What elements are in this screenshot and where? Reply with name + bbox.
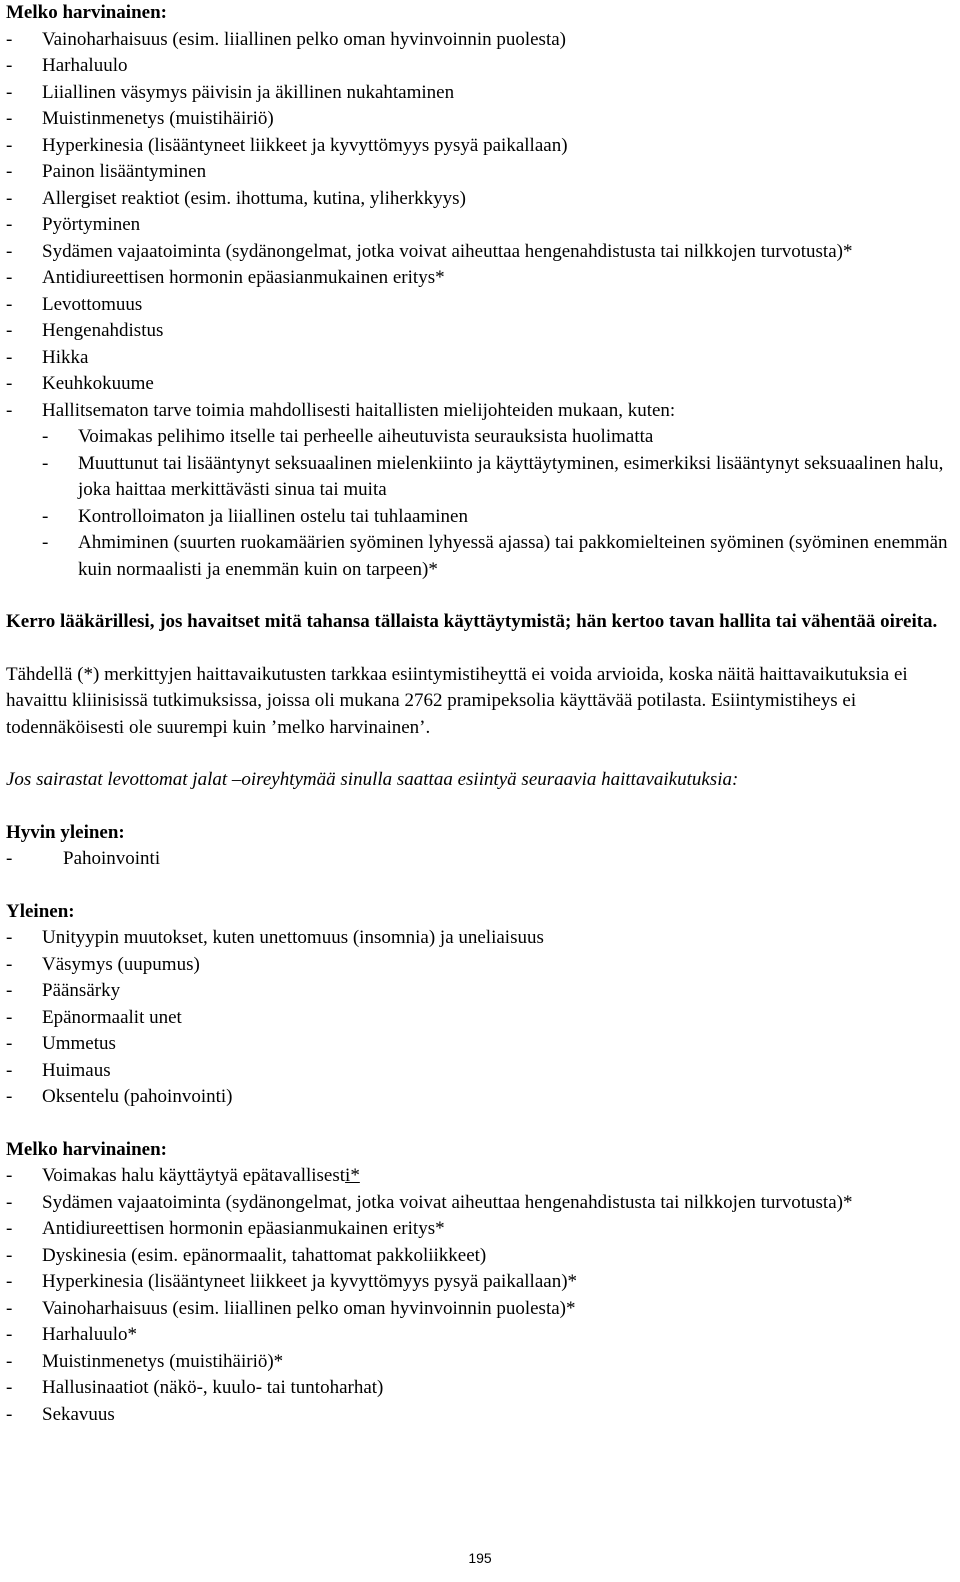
dash: - (6, 108, 13, 129)
dash: - (6, 1059, 13, 1081)
list-item-text: Unityypin muutokset, kuten unettomuus (insomnia) ja uneliaisuus (42, 927, 544, 948)
sub-list-item (42, 451, 956, 504)
list-item (6, 1269, 956, 1296)
list-item (6, 1163, 956, 1190)
list-item (6, 159, 956, 186)
list-item (6, 1058, 956, 1085)
sub-list-item (42, 530, 956, 583)
list-item (6, 292, 956, 319)
list-item-text: Voimakas halu käyttäytyä epätavallisest (42, 1165, 346, 1186)
list-item (6, 106, 956, 133)
list-item-text: Päänsärky (42, 980, 121, 1001)
dash: - (6, 953, 13, 975)
list-item (6, 1349, 956, 1376)
list-item (6, 27, 956, 54)
list-item-text: Hallitsematon tarve toimia mahdollisesti haitallisten mielijohteiden mukaan, kuten: (42, 399, 676, 421)
common-list (6, 925, 956, 1111)
page-number: 195 (468, 1550, 492, 1566)
section-heading-very-common: Hyvin yleinen: (6, 821, 125, 843)
list-item (6, 345, 956, 372)
list-item (6, 1084, 956, 1111)
list-item-text: Sydämen vajaatoiminta (sydänongelmat, jotka voivat aiheuttaa hengenahdistusta tai nilkkojen turvotusta)* (42, 240, 853, 262)
list-item-text: Dyskinesia (esim. epänormaalit, tahattomat pakkoliikkeet) (42, 1244, 487, 1266)
dash: - (6, 399, 13, 421)
list-item-text: Muuttunut tai lisääntynyt seksuaalinen mielenkiinto ja käyttäytyminen, esimerkiksi lisääntynyt seksuaalinen halu, joka haittaa merkittävästi sinua tai muita (78, 452, 944, 500)
dash: - (42, 532, 49, 553)
list-item (6, 371, 956, 398)
list-item-text: Väsymys (uupumus) (42, 953, 200, 975)
sub-list (42, 424, 956, 583)
list-item-text: Voimakas pelihimo itselle tai perheelle aiheutuvista seurauksista huolimatta (78, 426, 654, 447)
list-item (6, 925, 956, 952)
dash: - (6, 267, 13, 288)
list-item (6, 1216, 956, 1243)
dash: - (6, 1165, 13, 1186)
dash: - (6, 187, 13, 209)
frequency-note: Tähdellä (*) merkittyjen haittavaikutusten tarkkaa esiintymistiheyttä ei voida arvioida, koska näitä haittavaikutuksia ei havaittu kliinisissä tutkimuksissa, joissa oli mukana 2762 pramipeksolia käyttävää potilasta. Esiintymistiheys ei todennäköisesti ole suurempi kuin ’melko harvinainen’. (6, 663, 908, 738)
dash: - (6, 373, 13, 394)
list-item (6, 846, 956, 873)
dash: - (6, 1403, 13, 1425)
list-item-text: Antidiureettisen hormonin epäasianmukainen eritys* (42, 1218, 445, 1239)
list-item-text: Huimaus (42, 1059, 111, 1081)
dash: - (6, 81, 13, 103)
list-item-text: Muistinmenetys (muistihäiriö) (42, 108, 274, 129)
dash: - (6, 28, 13, 50)
dash: - (42, 452, 49, 474)
uncommon-list-2 (6, 1163, 956, 1428)
list-item (6, 1402, 956, 1429)
dash: - (6, 1244, 13, 1266)
list-item-text: Muistinmenetys (muistihäiriö)* (42, 1350, 284, 1372)
dash: - (6, 1324, 13, 1345)
dash: - (6, 55, 13, 76)
list-item (6, 265, 956, 292)
list-item-text: Pyörtyminen (42, 214, 141, 235)
dash: - (6, 1297, 13, 1319)
list-item-text: Ahmiminen (suurten ruokamäärien syöminen lyhyessä ajassa) tai pakkomielteinen syöminen (syöminen enemmän kuin normaalisti ja enemmän kuin on tarpeen)* (78, 532, 948, 580)
dash: - (6, 214, 13, 235)
underlined-text: i* (345, 1165, 360, 1186)
list-item-text: Antidiureettisen hormonin epäasianmukainen eritys* (42, 267, 445, 288)
behaviour-warning: Kerro lääkärillesi, jos havaitset mitä tahansa tällaista käyttäytymistä; hän kertoo tavan hallita tai vähentää oireita. (6, 611, 938, 632)
list-item (6, 1322, 956, 1349)
list-item (6, 212, 956, 239)
list-item-text: Hyperkinesia (lisääntyneet liikkeet ja kyvyttömyys pysyä paikallaan)* (42, 1271, 578, 1292)
dash: - (6, 1271, 13, 1292)
list-item-text: Ummetus (42, 1033, 116, 1054)
dash: - (6, 134, 13, 156)
list-item (6, 1375, 956, 1402)
list-item-text: Harhaluulo* (42, 1324, 137, 1345)
dash: - (42, 426, 49, 447)
list-item (6, 952, 956, 979)
list-item-text: Levottomuus (42, 293, 143, 315)
list-item-text: Hallusinaatiot (näkö-, kuulo- tai tuntoharhat) (42, 1377, 384, 1398)
list-item (6, 318, 956, 345)
list-item-text: Allergiset reaktiot (esim. ihottuma, kutina, yliherkkyys) (42, 187, 466, 209)
dash: - (6, 320, 13, 341)
list-item (6, 1243, 956, 1270)
dash: - (6, 1350, 13, 1372)
section-heading-common: Yleinen: (6, 900, 75, 922)
dash: - (6, 293, 13, 315)
list-item-text: Keuhkokuume (42, 373, 154, 394)
list-item (6, 1190, 956, 1217)
dash: - (6, 346, 13, 368)
dash: - (6, 1086, 13, 1107)
dash: - (6, 161, 13, 182)
rls-intro: Jos sairastat levottomat jalat –oireyhtymää sinulla saattaa esiintyä seuraavia haittavaikutuksia: (6, 769, 739, 790)
list-item-text: Vainoharhaisuus (esim. liiallinen pelko oman hyvinvoinnin puolesta) (42, 28, 566, 50)
list-item-text: Epänormaalit unet (42, 1006, 182, 1028)
list-item-text: Pahoinvointi (63, 848, 161, 869)
document-page (6, 0, 956, 1428)
section-heading-uncommon-1: Melko harvinainen: (6, 2, 167, 23)
dash: - (6, 980, 13, 1001)
dash: - (6, 1377, 13, 1398)
list-item-text: Painon lisääntyminen (42, 161, 207, 182)
dash: - (6, 240, 13, 262)
list-item (6, 133, 956, 160)
list-item (6, 239, 956, 266)
list-item (6, 186, 956, 213)
list-item (6, 398, 956, 425)
list-item (6, 1031, 956, 1058)
list-item-text: Hengenahdistus (42, 320, 164, 341)
dash: - (6, 1033, 13, 1054)
list-item-text: Kontrolloimaton ja liiallinen ostelu tai tuhlaaminen (78, 505, 468, 527)
dash: - (6, 1218, 13, 1239)
sub-list-item (42, 504, 956, 531)
list-item (6, 80, 956, 107)
section-heading-uncommon-2: Melko harvinainen: (6, 1138, 167, 1160)
list-item-text: Sydämen vajaatoiminta (sydänongelmat, jotka voivat aiheuttaa hengenahdistusta tai nilkkojen turvotusta)* (42, 1191, 853, 1213)
list-item (6, 1005, 956, 1032)
dash: - (6, 1006, 13, 1028)
list-item (6, 1296, 956, 1323)
list-item-text: Oksentelu (pahoinvointi) (42, 1086, 233, 1107)
dash: - (6, 848, 13, 869)
dash: - (6, 927, 13, 948)
dash: - (42, 505, 49, 527)
dash: - (6, 1191, 13, 1213)
list-item-text: Sekavuus (42, 1403, 115, 1425)
list-item-text: Harhaluulo (42, 55, 128, 76)
list-item-text: Liiallinen väsymys päivisin ja äkillinen nukahtaminen (42, 81, 455, 103)
list-item-text: Vainoharhaisuus (esim. liiallinen pelko oman hyvinvoinnin puolesta)* (42, 1297, 576, 1319)
uncommon-list-1 (6, 27, 956, 584)
list-item-text: Hyperkinesia (lisääntyneet liikkeet ja kyvyttömyys pysyä paikallaan) (42, 134, 568, 156)
list-item-text: Hikka (42, 346, 89, 368)
list-item (6, 978, 956, 1005)
sub-list-item (42, 424, 956, 451)
list-item (6, 53, 956, 80)
